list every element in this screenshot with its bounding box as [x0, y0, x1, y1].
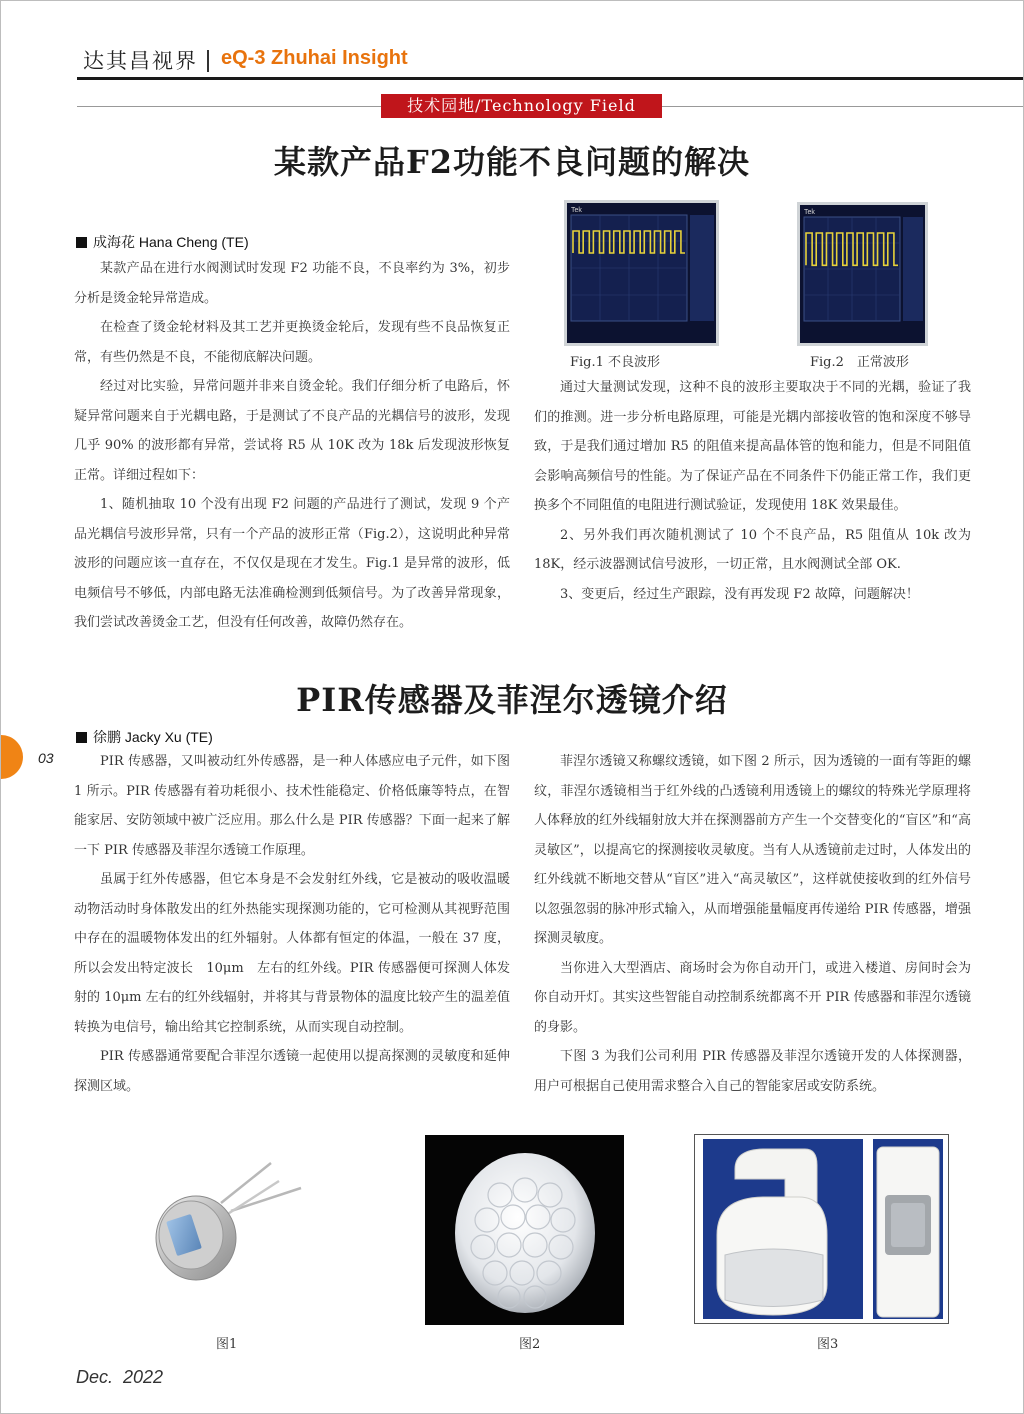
paragraph: PIR 传感器，又叫被动红外传感器，是一种人体感应电子元件，如下图 1 所示。PIR 传感器有着功耗很小、技术性能稳定、价格低廉等特点，在智能家居、安防领域中被广泛应用。那么什么是 PIR 传感器？下面一起来了解一下 PIR 传感器及菲涅尔透镜工作原理。: [74, 754, 510, 858]
article1-left-column: [74, 254, 510, 638]
paragraph: 菲涅尔透镜又称螺纹透镜，如下图 2 所示，因为透镜的一面有等距的螺纹，菲涅尔透镜相当于红外线的凸透镜利用透镜上的螺纹的特殊光学原理将人体释放的红外线辐射放大并在探测器前方产生一个交替变化的“盲区”和“高灵敏区”，以提高它的探测接收灵敏度。当有人从透镜前走过时，人体发出的红外线就不断地交替从“盲区”进入“高灵敏区”，这样就使接收到的红外信号以忽强忽弱的脉冲形式输入，从而增强能量幅度再传递给 PIR 传感器，增强探测灵敏度。: [534, 754, 971, 946]
article2-author: [76, 727, 213, 747]
motion-detector-photo: [694, 1134, 949, 1324]
bullet-square-icon: [76, 732, 87, 743]
article1-right-column: [534, 373, 971, 609]
bullet-square-icon: [76, 237, 87, 248]
header-divider: [207, 50, 209, 72]
article1-author-name: 成海花 Hana Cheng (TE): [93, 234, 249, 250]
scope-brand-label: Tek: [571, 207, 582, 214]
fig1-caption: Fig.1 不良波形: [570, 355, 661, 370]
pir-sensor-icon: [151, 1143, 309, 1293]
photo3-caption: 图3: [817, 1337, 839, 1352]
fig1-oscilloscope-image: [564, 200, 719, 346]
article2-left-column: [74, 747, 510, 1101]
paragraph: 通过大量测试发现，这种不良的波形主要取决于不同的光耦，验证了我们的推测。进一步分析电路原理，可能是光耦内部接收管的饱和深度不够导致，于是我们通过增加 R5 的阻值来提高晶体管的饱和能力，但是不同阻值会影响高频信号的性能。为了保证产品在不同条件下仍能正常工作，我们更换多个不同阻值的电阻进行测试验证，发现使用 18K 效果最佳。: [534, 380, 971, 513]
fig2-oscilloscope-image: [797, 202, 928, 346]
fresnel-lens-photo: [425, 1135, 624, 1325]
paragraph: 在检查了烫金轮材料及其工艺并更换烫金轮后，发现有些不良品恢复正常，有些仍然是不良，不能彻底解决问题。: [74, 320, 510, 365]
section-tag: 技术园地/Technology Field: [381, 94, 662, 118]
publication-cn-title: 达其昌视界: [83, 49, 198, 73]
page-number: 03: [38, 750, 54, 766]
paragraph: 某款产品在进行水阀测试时发现 F2 功能不良，不良率约为 3%，初步分析是烫金轮异常造成。: [74, 261, 510, 306]
paragraph: 2、另外我们再次随机测试了 10 个不良产品，R5 阻值从 10k 改为 18K，经示波器测试信号波形，一切正常，且水阀测试全部 OK.: [534, 527, 971, 572]
oscilloscope-screen-icon: [567, 203, 716, 343]
paragraph: 1、随机抽取 10 个没有出现 F2 问题的产品进行了测试，发现 9 个产品光耦信号波形异常，只有一个产品的波形正常（Fig.2），这说明此种异常波形的问题应该一直存在，不仅仅是现在才发生。Fig.1 是异常的波形，低电频信号不够低，内部电路无法准确检测到低频信号。为了改善异常现象，我们尝试改善烫金工艺，但没有任何改善，故障仍然存在。: [74, 497, 510, 630]
paragraph: 下图 3 为我们公司利用 PIR 传感器及菲涅尔透镜开发的人体探测器，用户可根据自己使用需求整合入自己的智能家居或安防系统。: [534, 1049, 971, 1094]
issue-date: Dec. 2022: [76, 1367, 164, 1387]
fig2-caption: Fig.2 正常波形: [810, 355, 909, 370]
article2-title: PIR传感器及菲涅尔透镜介绍: [296, 681, 728, 719]
header-rule: [77, 77, 1023, 80]
oscilloscope-screen-icon: [800, 205, 925, 343]
fresnel-lens-icon: [425, 1135, 624, 1325]
article1-title: 某款产品F2功能不良问题的解决: [274, 143, 750, 181]
pir-sensor-photo: [151, 1143, 309, 1293]
article1-author: [76, 232, 249, 252]
paragraph: 3、变更后，经过生产跟踪，没有再发现 F2 故障，问题解决！: [560, 586, 919, 602]
paragraph: 当你进入大型酒店、商场时会为你自动开门，或进入楼道、房间时会为你自动开灯。其实这些智能自动控制系统都离不开 PIR 传感器和菲涅尔透镜的身影。: [534, 960, 971, 1035]
paragraph: 虽属于红外传感器，但它本身是不会发射红外线，它是被动的吸收温暖动物活动时身体散发出的红外热能实现探测功能的，它可检测从其视野范围中存在的温暖物体发出的红外辐射。人体都有恒定的体温，一般在 37 度，所以会发出特定波长 10μm 左右的红外线。PIR 传感器便可探测人体发射的 10μm 左右的红外线辐射，并将其与背景物体的温度比较产生的温差值转换为电信号，输出给其它控制系统，从而实现自动控制。: [74, 872, 510, 1035]
motion-detector-icon: [695, 1135, 948, 1323]
article2-right-column: [534, 747, 971, 1101]
photo1-caption: 图1: [216, 1337, 238, 1352]
paragraph: 经过对比实验，异常问题并非来自烫金轮。我们仔细分析了电路后，怀疑异常问题来自于光耦电路，于是测试了不良产品的光耦信号的波形，发现几乎 90% 的波形都有异常，尝试将 R5 从 10K 改为 18k 后发现波形恢复正常。详细过程如下：: [74, 379, 510, 483]
page-tab-marker: [0, 735, 23, 779]
paragraph: PIR 传感器通常要配合菲涅尔透镜一起使用以提高探测的灵敏度和延伸探测区域。: [74, 1049, 510, 1094]
publication-en-title: eQ-3 Zhuhai Insight: [221, 47, 408, 69]
article2-author-name: 徐鹏 Jacky Xu (TE): [93, 729, 213, 745]
photo2-caption: 图2: [519, 1337, 541, 1352]
scope-brand-label: Tek: [804, 209, 815, 216]
